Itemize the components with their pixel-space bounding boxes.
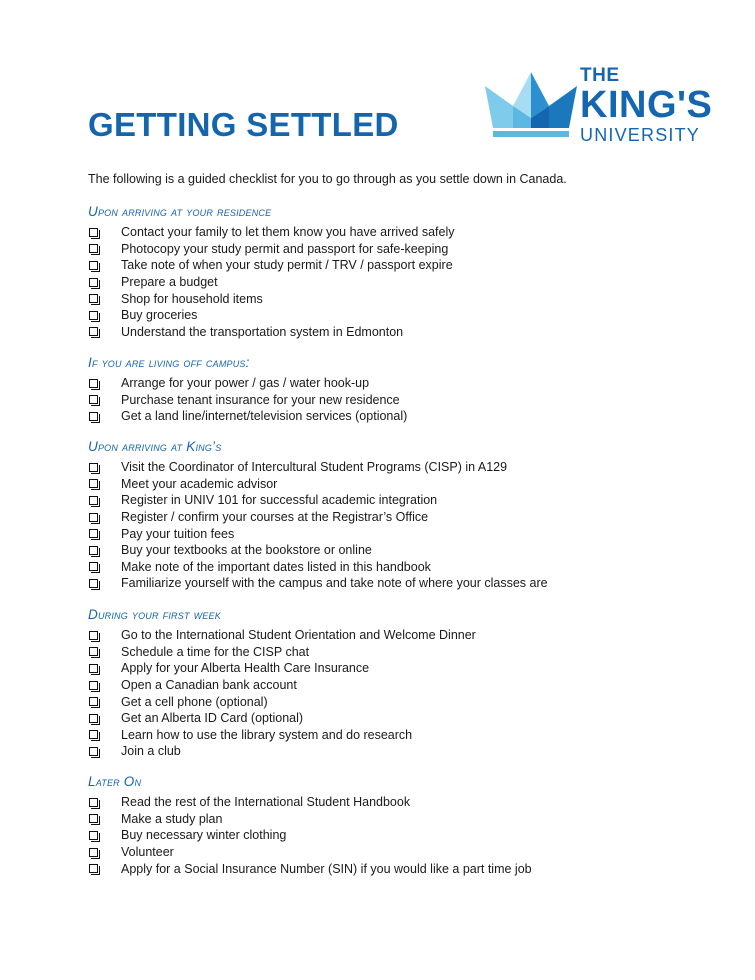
section-heading: Later On: [88, 774, 142, 789]
checklist-item-label: Photocopy your study permit and passport for safe-keeping: [121, 241, 449, 256]
checkbox-icon[interactable]: [89, 294, 98, 303]
checkbox-icon[interactable]: [89, 664, 98, 673]
checkbox-icon[interactable]: [89, 864, 98, 873]
logo-line-kings: KING'S: [580, 84, 713, 126]
checklist-item: [88, 392, 708, 409]
checklist-item-label: Get an Alberta ID Card (optional): [121, 711, 304, 726]
section-arriving-residence: [88, 204, 708, 340]
checklist-item: [88, 408, 708, 425]
checklist-item-label: Go to the International Student Orientation and Welcome Dinner: [121, 628, 476, 643]
checkbox-icon[interactable]: [89, 546, 98, 555]
checklist-item: [88, 811, 708, 828]
checklist-item-label: Make a study plan: [121, 811, 223, 826]
checklist-item: [88, 559, 708, 576]
checkbox-icon[interactable]: [89, 395, 98, 404]
checklist-item-label: Pay your tuition fees: [121, 526, 235, 541]
checkbox-icon[interactable]: [89, 631, 98, 640]
checklist-item: [88, 575, 708, 592]
checkbox-icon[interactable]: [89, 747, 98, 756]
checklist: [88, 459, 708, 592]
university-logo: [483, 66, 723, 148]
section-heading: Upon arriving at your residence: [88, 204, 272, 219]
section-heading: Upon arriving at King’s: [88, 439, 222, 454]
checkbox-icon[interactable]: [89, 327, 98, 336]
checklist-item-label: Buy groceries: [121, 308, 198, 323]
checklist-item: [88, 860, 708, 877]
checklist-item-label: Open a Canadian bank account: [121, 678, 297, 693]
checkbox-icon[interactable]: [89, 730, 98, 739]
checklist-item: [88, 525, 708, 542]
checkbox-icon[interactable]: [89, 513, 98, 522]
checkbox-icon[interactable]: [89, 814, 98, 823]
checkbox-icon[interactable]: [89, 496, 98, 505]
checkbox-icon[interactable]: [89, 579, 98, 588]
checklist-item: [88, 459, 708, 476]
checklist-item: [88, 693, 708, 710]
checklist-item: [88, 844, 708, 861]
checklist-item: [88, 224, 708, 241]
checklist-item-label: Make note of the important dates listed in this handbook: [121, 559, 431, 574]
checkbox-icon[interactable]: [89, 798, 98, 807]
section-heading: During your first week: [88, 607, 221, 622]
checklist-item: [88, 324, 708, 341]
logo-line-university: UNIVERSITY: [580, 125, 701, 145]
checklist-item-label: Apply for a Social Insurance Number (SIN) if you would like a part time job: [121, 861, 532, 876]
checkbox-icon[interactable]: [89, 311, 98, 320]
checkbox-icon[interactable]: [89, 228, 98, 237]
checkbox-icon[interactable]: [89, 831, 98, 840]
checklist: [88, 224, 708, 340]
checkbox-icon[interactable]: [89, 278, 98, 287]
checklist-item: [88, 794, 708, 811]
checklist-item-label: Understand the transportation system in Edmonton: [121, 324, 404, 339]
checkbox-icon[interactable]: [89, 261, 98, 270]
checklist-item-label: Learn how to use the library system and do research: [121, 727, 413, 742]
checklist-item: [88, 290, 708, 307]
checklist-item-label: Visit the Coordinator of Intercultural Student Programs (CISP) in A129: [121, 460, 508, 475]
checklist-item: [88, 743, 708, 760]
checklist-item: [88, 627, 708, 644]
checkbox-icon[interactable]: [89, 463, 98, 472]
section-heading: If you are living off campus:: [88, 355, 250, 370]
checkbox-icon[interactable]: [89, 681, 98, 690]
checklist-item: [88, 827, 708, 844]
checkbox-icon[interactable]: [89, 529, 98, 538]
section-later-on: [88, 774, 708, 877]
checklist-item-label: Shop for household items: [121, 291, 263, 306]
intro-text: The following is a guided checklist for you to go through as you settle down in Canada.: [88, 172, 567, 186]
checkbox-icon[interactable]: [89, 379, 98, 388]
checklist-item: [88, 492, 708, 509]
page-title: GETTING SETTLED: [88, 106, 399, 143]
checkbox-icon[interactable]: [89, 647, 98, 656]
checklist-item-label: Buy your textbooks at the bookstore or online: [121, 543, 372, 558]
section-arriving-kings: [88, 439, 708, 592]
checkbox-icon[interactable]: [89, 244, 98, 253]
checklist-item: [88, 660, 708, 677]
checklist-item-label: Arrange for your power / gas / water hook-up: [121, 376, 370, 391]
checkbox-icon[interactable]: [89, 697, 98, 706]
checklist-item-label: Volunteer: [121, 845, 174, 860]
checklist-item-label: Apply for your Alberta Health Care Insurance: [121, 661, 370, 676]
checklist-item-label: Familiarize yourself with the campus and take note of where your classes are: [121, 576, 548, 591]
checklist-item: [88, 677, 708, 694]
checkbox-icon[interactable]: [89, 562, 98, 571]
checkbox-icon[interactable]: [89, 714, 98, 723]
checklist-item: [88, 644, 708, 661]
checklist-item: [88, 375, 708, 392]
checklist-item: [88, 542, 708, 559]
checklist-item-label: Read the rest of the International Student Handbook: [121, 795, 411, 810]
checkbox-icon[interactable]: [89, 848, 98, 857]
checklist-item-label: Meet your academic advisor: [121, 476, 278, 491]
checklist-item: [88, 274, 708, 291]
checklist-item-label: Contact your family to let them know you have arrived safely: [121, 225, 455, 240]
checklist-item: [88, 509, 708, 526]
checkbox-icon[interactable]: [89, 479, 98, 488]
logo-line-the: THE: [580, 65, 620, 86]
checklist-item: [88, 257, 708, 274]
checklist-item-label: Get a cell phone (optional): [121, 694, 268, 709]
checklist-item-label: Register in UNIV 101 for successful academic integration: [121, 493, 438, 508]
checklist: [88, 794, 708, 877]
checkbox-icon[interactable]: [89, 412, 98, 421]
checklist-item-label: Prepare a budget: [121, 275, 218, 290]
section-first-week: [88, 607, 708, 760]
checklist-item-label: Buy necessary winter clothing: [121, 828, 287, 843]
checklist-item-label: Take note of when your study permit / TRV / passport expire: [121, 258, 453, 273]
crown-icon: [483, 72, 579, 142]
checklist-item: [88, 727, 708, 744]
checklist-item-label: Schedule a time for the CISP chat: [121, 644, 310, 659]
checklist-item-label: Purchase tenant insurance for your new residence: [121, 392, 400, 407]
checklist-item: [88, 241, 708, 258]
checklist-item: [88, 307, 708, 324]
checklist: [88, 627, 708, 760]
checklist-item-label: Join a club: [121, 744, 181, 759]
checklist-item: [88, 476, 708, 493]
checklist-item: [88, 710, 708, 727]
checklist-item-label: Register / confirm your courses at the Registrar’s Office: [121, 510, 429, 525]
checklist-item-label: Get a land line/internet/television services (optional): [121, 409, 408, 424]
checklist: [88, 375, 708, 425]
section-off-campus: [88, 355, 708, 425]
